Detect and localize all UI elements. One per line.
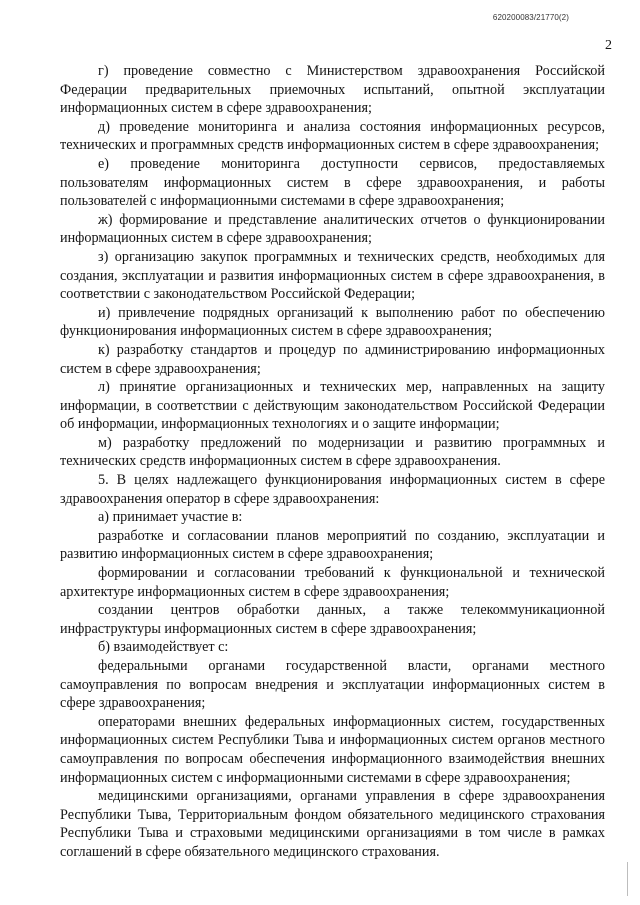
paragraph-section-5: 5. В целях надлежащего функционирования информационных систем в сфере здравоохранения оператор в сфере здравоохранения:	[60, 472, 605, 507]
paragraph-interaction-medical-organizations: медицинскими организациями, органами управления в сфере здравоохранения Республики Тыва, Территориальным фондом обязательного медицинского страхования Республики Тыва и страховыми медицинскими организациями в том числе в рамках соглашений в сфере обязательного медицинского страхования.	[60, 788, 605, 860]
paragraph-item-zh: ж) формирование и представление аналитических отчетов о функционировании информационных систем в сфере здравоохранения;	[60, 211, 605, 247]
paragraph-item-k: к) разработку стандартов и процедур по администрированию информационных систем в сфере здравоохранения;	[60, 341, 605, 377]
paragraph-participation-requirements: формировании и согласовании требований к функциональной и технической архитектуре информационных систем в сфере здравоохранения;	[60, 565, 605, 600]
paragraph-item-d: д) проведение мониторинга и анализа состояния информационных ресурсов, технических и программных средств информационных систем в сфере здравоохранения;	[60, 118, 605, 154]
page-number: 2	[605, 38, 612, 53]
paragraph-item-z: з) организацию закупок программных и технических средств, необходимых для создания, эксплуатации и развития информационных систем в сфере здравоохранения, в соответствии с законодательством Российской Федерации;	[60, 248, 605, 303]
paragraph-item-e: е) проведение мониторинга доступности сервисов, предоставляемых пользователям информационных систем в сфере здравоохранения, и работы пользователей с информационными системами в сфере здравоохранения;	[60, 155, 605, 210]
paragraph-participation-data-centers: создании центров обработки данных, а также телекоммуникационной инфраструктуры информационных систем в сфере здравоохранения;	[60, 602, 605, 637]
paragraph-participation-plans: разработке и согласовании планов мероприятий по созданию, эксплуатации и развитию информационных систем в сфере здравоохранения;	[60, 527, 605, 563]
paragraph-subsection-a: а) принимает участие в:	[98, 509, 243, 526]
document-registration-number: 620200083/21770(2)	[492, 13, 569, 22]
paragraph-item-m: м) разработку предложений по модернизации и развитию программных и технических средств информационных систем в сфере здравоохранения.	[60, 434, 605, 470]
paragraph-item-l: л) принятие организационных и технических мер, направленных на защиту информации, в соответствии с действующим законодательством Российской Федерации об информации, информационных технологиях и о защите информации;	[60, 379, 605, 433]
paragraph-interaction-operators: операторами внешних федеральных информационных систем, государственных информационных систем Республики Тыва и информационных систем органов местного самоуправления по вопросам обеспечения информационного взаимодействия внешних информационных систем с информационными системами в сфере здравоохранения;	[60, 713, 605, 786]
paragraph-subsection-b: б) взаимодействует с:	[98, 639, 229, 656]
paragraph-item-i: и) привлечение подрядных организаций к выполнению работ по обеспечению функционирования информационных систем в сфере здравоохранения;	[60, 304, 605, 340]
paragraph-interaction-authorities: федеральными органами государственной власти, органами местного самоуправления по вопросам внедрения и эксплуатации информационных систем в сфере здравоохранения;	[60, 658, 605, 712]
scan-edge-mark	[627, 862, 628, 896]
document-body	[60, 62, 605, 862]
paragraph-item-g: г) проведение совместно с Министерством здравоохранения Российской Федерации предварительных приемочных испытаний, опытной эксплуатации информационных систем в сфере здравоохранения;	[60, 63, 605, 117]
